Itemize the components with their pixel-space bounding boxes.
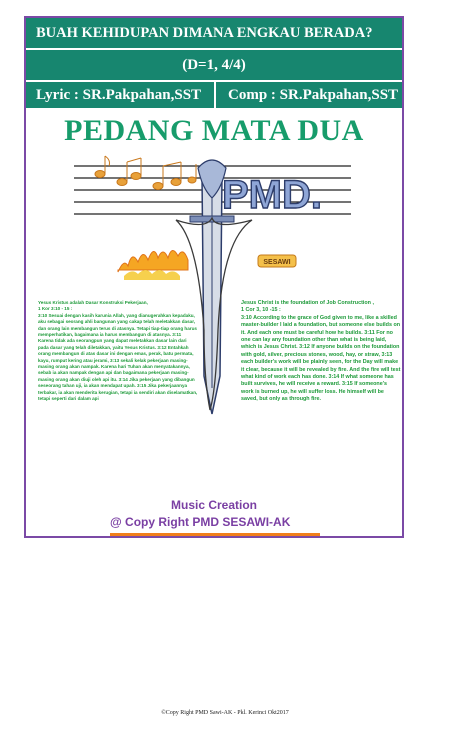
sesawi-badge-icon bbox=[258, 255, 296, 267]
text-indonesian bbox=[38, 300, 198, 403]
credit-bar bbox=[26, 82, 402, 108]
badge-text: SESAWI bbox=[263, 259, 291, 266]
signature-bar bbox=[26, 50, 402, 80]
song-title: BUAH KEHIDUPAN DIMANA ENGKAU BERADA? bbox=[36, 25, 373, 41]
comp-credit: Comp : SR.Pakpahan,SST bbox=[228, 87, 399, 103]
copyright-label: @ Copy Right PMD SESAWI-AK bbox=[110, 515, 291, 529]
lyric-credit: Lyric : SR.Pakpahan,SST bbox=[36, 87, 202, 103]
text-english bbox=[241, 300, 401, 404]
song-title-bar bbox=[26, 18, 402, 48]
pmd-monogram: PMD. bbox=[222, 173, 322, 217]
credit-divider bbox=[214, 82, 216, 108]
english-body: 3:10 According to the grace of God given to me, like a skilled master-builder I laid a foundation, but someone else builds on it. And each one must be careful how he builds. 3:11 For no one can lay any foundation other than what is being laid, which is Jesus Christ. 3:12 If anyone builds on the foundation with gold, silver, precious stones, wood, hay, or straw, 3:13 each builder's work will be plainly seen, for the Day will make it clear, because it will be revealed by fire. And the fire will test what kind of work each has done. 3:14 If what someone has built survives, he will receive a reward. 3:15 If someone's work is burned up, he will suffer loss. He himself will be saved, but only as through fire. bbox=[241, 314, 401, 403]
key-signature: (D=1, 4/4) bbox=[182, 57, 246, 73]
indonesian-heading: Yesus Kristus adalah Dasar Konstruksi Pekerjaan, bbox=[38, 300, 148, 305]
indonesian-reference: 1 Kor 3:10 - 15 : bbox=[38, 306, 73, 312]
flame-icon bbox=[118, 250, 188, 280]
page-footer: ©Copy Right PMD Sawi-AK - Pkl. Kerinci Okt2017 bbox=[161, 710, 289, 716]
cover-frame bbox=[24, 16, 404, 538]
indonesian-body: 3:10 Sesuai dengan kasih karunia Allah, yang dianugerahkan kepadaku, aku sebagai seorang ahli bangunan yang cakap telah meletakkan dasar, dan orang lain membangun terus di atasnya. Tetapi tiap-tiap orang harus memperhatikan, bagaimana ia harus membangun di atasnya. 3:11 Karena tidak ada seorangpun yang dapat meletakkan dasar lain dari pada dasar yang telah diletakkan, yaitu Yesus Kristus. 3:12 Entahkah orang membangun di atas dasar ini dengan emas, perak, batu permata, kayu, rumput kering atau jerami, 3:13 sekali kelak pekerjaan masing-masing orang akan nampak. Karena hari Tuhan akan menyatakannya, sebab ia akan nampak dengan api dan bagaimana pekerjaan masing-masing orang akan diuji oleh api itu. 3:14 Jika pekerjaan yang dibangun seseorang tahan uji, ia akan mendapat upah. 3:15 Jika pekerjaannya terbakar, ia akan menderita kerugian, tetapi ia sendiri akan diselamatkan, tetapi seperti dari dalam api bbox=[38, 312, 198, 402]
logo-title: PEDANG MATA DUA bbox=[64, 114, 364, 147]
english-heading: Jesus Christ is the foundation of Job Construction , bbox=[241, 300, 374, 306]
music-notes-icon bbox=[95, 156, 196, 190]
accent-divider bbox=[110, 533, 320, 536]
english-reference: 1 Cor 3, 10 -15 : bbox=[241, 307, 281, 314]
music-creation-label: Music Creation bbox=[171, 498, 258, 512]
